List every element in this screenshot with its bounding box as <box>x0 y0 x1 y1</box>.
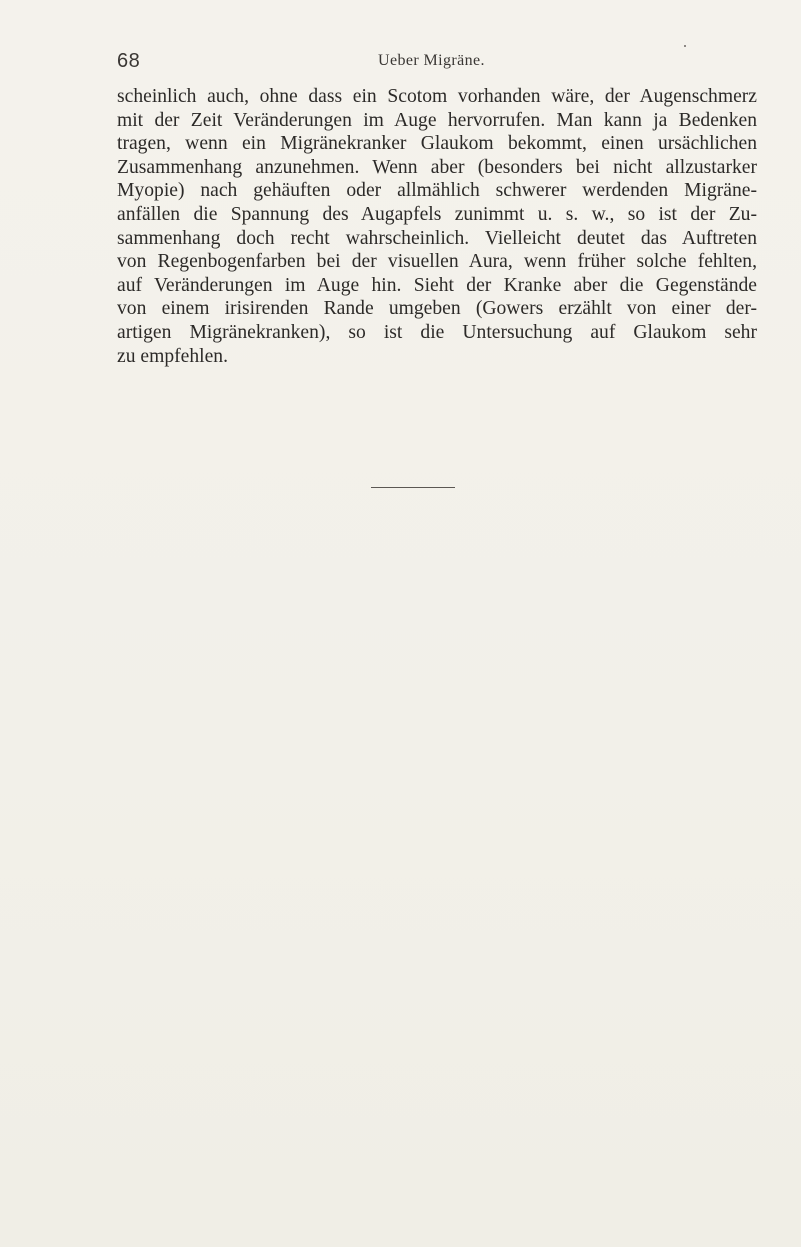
text-line: von Regenbogenfarben bei der visuellen Aura, wenn früher solche fehlten, <box>117 251 757 273</box>
running-title: Ueber Migräne. <box>378 52 485 69</box>
text-line: sammenhang doch recht wahrscheinlich. Vielleicht deutet das Auftreten <box>117 227 757 249</box>
text-line: zu empfehlen. <box>117 345 228 367</box>
text-line: mit der Zeit Veränderungen im Auge hervorrufen. Man kann ja Bedenken <box>117 109 757 131</box>
page-number: 68 <box>117 50 141 72</box>
text-line: tragen, wenn ein Migränekranker Glaukom bekommt, einen ursächlichen <box>117 133 757 155</box>
text-line: von einem irisirenden Rande umgeben (Gowers erzählt von einer der- <box>117 298 757 320</box>
text-line: Zusammenhang anzunehmen. Wenn aber (besonders bei nicht allzustarker <box>117 156 757 178</box>
text-line: scheinlich auch, ohne dass ein Scotom vorhanden wäre, der Augenschmerz <box>117 86 757 107</box>
text-line: Myopie) nach gehäuften oder allmählich schwerer werdenden Migräne- <box>117 180 757 202</box>
section-end-rule <box>371 487 455 488</box>
print-speck <box>684 45 686 47</box>
body-paragraph <box>117 85 757 368</box>
text-line: auf Veränderungen im Auge hin. Sieht der Kranke aber die Gegenstände <box>117 274 757 296</box>
text-line: anfällen die Spannung des Augapfels zunimmt u. s. w., so ist der Zu- <box>117 203 757 225</box>
text-line: artigen Migränekranken), so ist die Untersuchung auf Glaukom sehr <box>117 321 757 343</box>
